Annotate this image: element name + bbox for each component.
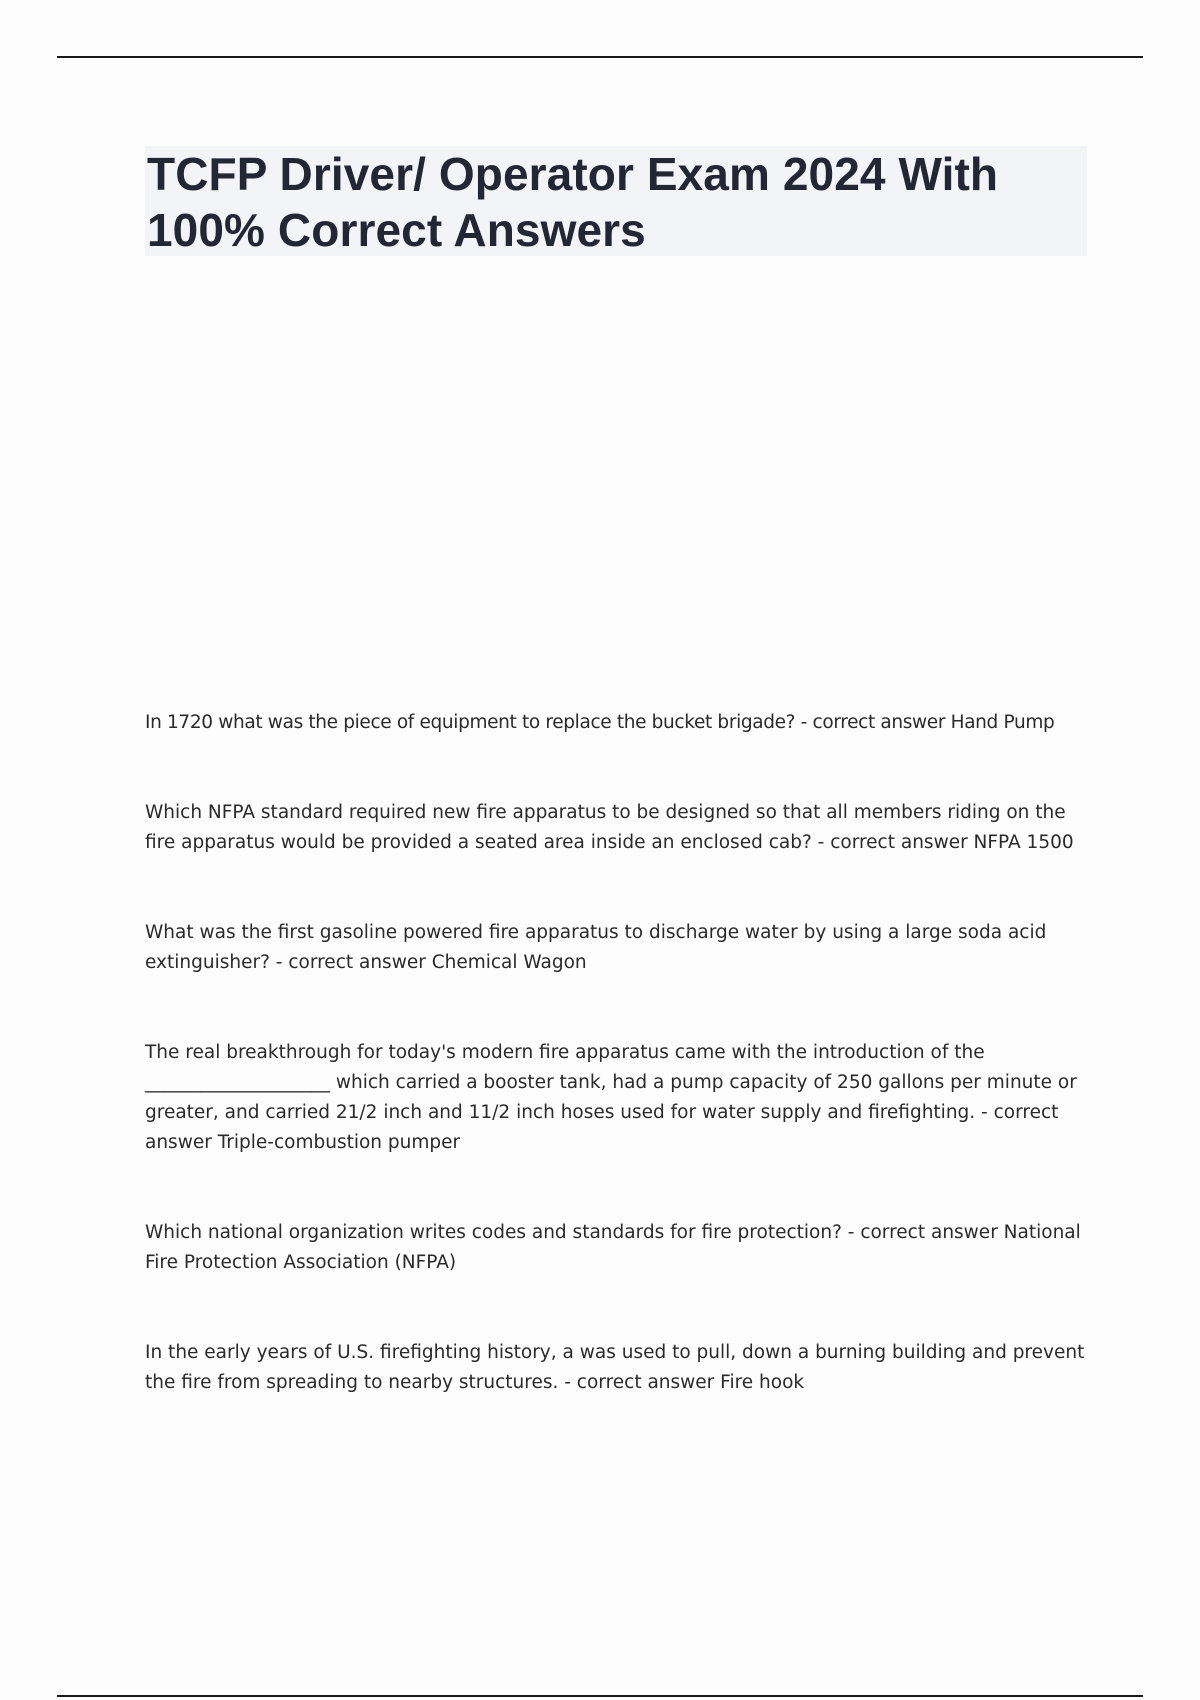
header-rule — [57, 56, 1143, 58]
qa-item: In the early years of U.S. firefighting history, a was used to pull, down a burning building and prevent the fire from spreading to nearby structures. - correct answer Fire hook — [145, 1342, 1085, 1393]
footer-rule — [57, 1695, 1143, 1697]
title-block — [145, 146, 1087, 256]
qa-item: In 1720 what was the piece of equipment to replace the bucket brigade? - correct answer Hand Pump — [145, 712, 1055, 733]
qa-item: Which national organization writes codes and standards for fire protection? - correct answer National Fire Protection Association (NFPA) — [145, 1222, 1081, 1273]
qa-list — [145, 708, 1090, 1398]
document-title: TCFP Driver/ Operator Exam 2024 With 100% Correct Answers — [147, 148, 999, 256]
qa-item: What was the first gasoline powered fire apparatus to discharge water by using a large soda acid extinguisher? - correct answer Chemical Wagon — [145, 922, 1047, 973]
qa-item: Which NFPA standard required new fire apparatus to be designed so that all members riding on the fire apparatus would be provided a seated area inside an enclosed cab? - correct answer NFPA 1500 — [145, 802, 1074, 853]
qa-item: The real breakthrough for today's modern fire apparatus came with the introduction of the ____________________ which carried a booster tank, had a pump capacity of 250 gallons per minute or greater, and carried 21/2 inch and 11/2 inch hoses used for water supply and firefighting. - correct answer Triple-combustion pumper — [145, 1042, 1077, 1153]
